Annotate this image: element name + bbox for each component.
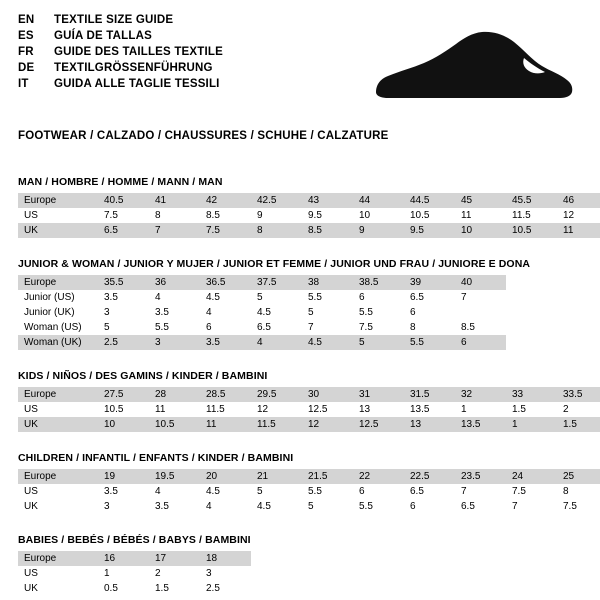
size-cell: 6 xyxy=(404,499,455,514)
size-cell: 12 xyxy=(251,402,302,417)
size-cell: 6 xyxy=(404,305,455,320)
size-cell: 6 xyxy=(353,290,404,305)
size-cell: 40.5 xyxy=(98,193,149,208)
category-line: FOOTWEAR / CALZADO / CHAUSSURES / SCHUHE / CALZATURE xyxy=(18,130,389,142)
size-cell: 0.5 xyxy=(98,581,149,596)
size-table xyxy=(18,387,600,432)
row-label: Woman (UK) xyxy=(18,335,98,350)
size-cell: 5 xyxy=(251,290,302,305)
row-label: US xyxy=(18,208,98,223)
row-label: UK xyxy=(18,499,98,514)
row-label: Europe xyxy=(18,469,98,484)
size-table xyxy=(18,551,251,596)
size-cell: 7 xyxy=(149,223,200,238)
size-cell: 25 xyxy=(557,469,600,484)
size-cell: 16 xyxy=(98,551,149,566)
language-title: TEXTILGRÖSSENFÜHRUNG xyxy=(54,62,213,74)
size-cell: 6 xyxy=(353,484,404,499)
size-cell: 2 xyxy=(149,566,200,581)
size-cell: 10.5 xyxy=(98,402,149,417)
size-cell: 5 xyxy=(302,499,353,514)
size-cell: 6.5 xyxy=(251,320,302,335)
size-cell: 24 xyxy=(506,469,557,484)
size-cell: 41 xyxy=(149,193,200,208)
size-cell: 8 xyxy=(251,223,302,238)
language-code: FR xyxy=(18,46,34,58)
size-cell: 6 xyxy=(455,335,506,350)
size-cell: 6 xyxy=(200,320,251,335)
row-label: Europe xyxy=(18,275,98,290)
size-cell: 13 xyxy=(353,402,404,417)
table-row xyxy=(18,469,600,484)
language-title: TEXTILE SIZE GUIDE xyxy=(54,14,174,26)
table-row xyxy=(18,402,600,417)
size-cell: 6.5 xyxy=(455,499,506,514)
language-row xyxy=(18,30,223,46)
size-cell: 33.5 xyxy=(557,387,600,402)
row-label: Europe xyxy=(18,551,98,566)
size-section xyxy=(18,370,582,432)
size-cell: 46 xyxy=(557,193,600,208)
size-section-title: KIDS / NIÑOS / DES GAMINS / KINDER / BAMBINI xyxy=(18,370,268,382)
size-cell: 4 xyxy=(200,499,251,514)
size-cell: 5.5 xyxy=(302,290,353,305)
size-cell: 36 xyxy=(149,275,200,290)
size-cell: 44.5 xyxy=(404,193,455,208)
size-cell: 7.5 xyxy=(200,223,251,238)
size-cell: 3 xyxy=(98,305,149,320)
size-cell: 10.5 xyxy=(149,417,200,432)
size-cell: 19.5 xyxy=(149,469,200,484)
size-cell: 27.5 xyxy=(98,387,149,402)
row-label: Woman (US) xyxy=(18,320,98,335)
language-row xyxy=(18,46,223,62)
language-row xyxy=(18,62,223,78)
table-row xyxy=(18,223,600,238)
table-row xyxy=(18,387,600,402)
row-label: Junior (US) xyxy=(18,290,98,305)
size-cell: 5 xyxy=(353,335,404,350)
size-cell: 22.5 xyxy=(404,469,455,484)
size-cell: 6.5 xyxy=(404,290,455,305)
language-row xyxy=(18,14,223,30)
size-cell: 1 xyxy=(98,566,149,581)
language-code: EN xyxy=(18,14,35,26)
size-cell: 7.5 xyxy=(98,208,149,223)
table-row xyxy=(18,305,506,320)
size-cell: 10 xyxy=(98,417,149,432)
size-cell: 7.5 xyxy=(353,320,404,335)
size-cell: 39 xyxy=(404,275,455,290)
size-cell: 19 xyxy=(98,469,149,484)
size-cell: 1 xyxy=(455,402,506,417)
size-cell: 12.5 xyxy=(353,417,404,432)
size-cell: 45 xyxy=(455,193,506,208)
size-cell: 5.5 xyxy=(353,499,404,514)
size-cell: 5.5 xyxy=(149,320,200,335)
size-section xyxy=(18,452,582,514)
size-cell: 10.5 xyxy=(404,208,455,223)
table-row xyxy=(18,208,600,223)
language-title: GUIDE DES TAILLES TEXTILE xyxy=(54,46,223,58)
size-cell: 35.5 xyxy=(98,275,149,290)
table-row xyxy=(18,275,506,290)
size-cell: 1 xyxy=(506,417,557,432)
table-row xyxy=(18,551,251,566)
size-section-title: JUNIOR & WOMAN / JUNIOR Y MUJER / JUNIOR ET FEMME / JUNIOR UND FRAU / JUNIORE E DONA xyxy=(18,258,531,270)
size-cell: 10.5 xyxy=(506,223,557,238)
size-cell: 7 xyxy=(506,499,557,514)
size-cell: 30 xyxy=(302,387,353,402)
size-cell: 31 xyxy=(353,387,404,402)
size-cell: 44 xyxy=(353,193,404,208)
table-row xyxy=(18,499,600,514)
row-label: Europe xyxy=(18,387,98,402)
size-cell: 4.5 xyxy=(302,335,353,350)
size-cell: 13 xyxy=(404,417,455,432)
size-cell: 7 xyxy=(455,484,506,499)
size-cell: 6.5 xyxy=(404,484,455,499)
size-cell: 4 xyxy=(149,484,200,499)
row-label: UK xyxy=(18,581,98,596)
size-cell: 9 xyxy=(251,208,302,223)
size-cell: 11.5 xyxy=(251,417,302,432)
language-code: IT xyxy=(18,78,29,90)
size-cell: 2.5 xyxy=(200,581,251,596)
size-cell: 7.5 xyxy=(506,484,557,499)
size-table xyxy=(18,275,506,350)
table-row xyxy=(18,335,506,350)
size-cell: 28 xyxy=(149,387,200,402)
size-cell: 21 xyxy=(251,469,302,484)
size-cell: 11 xyxy=(455,208,506,223)
size-cell: 6.5 xyxy=(98,223,149,238)
size-cell: 4.5 xyxy=(251,305,302,320)
size-cell: 28.5 xyxy=(200,387,251,402)
size-sections xyxy=(18,176,582,596)
row-label: US xyxy=(18,484,98,499)
size-cell: 4 xyxy=(200,305,251,320)
size-cell: 37.5 xyxy=(251,275,302,290)
size-cell: 3.5 xyxy=(98,484,149,499)
size-cell: 9 xyxy=(353,223,404,238)
language-row xyxy=(18,78,223,94)
size-cell: 4.5 xyxy=(200,484,251,499)
size-cell: 43 xyxy=(302,193,353,208)
size-cell: 12.5 xyxy=(302,402,353,417)
table-row xyxy=(18,290,506,305)
size-cell: 5.5 xyxy=(353,305,404,320)
size-cell: 3 xyxy=(200,566,251,581)
size-cell: 12 xyxy=(302,417,353,432)
size-section-title: CHILDREN / INFANTIL / ENFANTS / KINDER / BAMBINI xyxy=(18,452,294,464)
size-cell: 29.5 xyxy=(251,387,302,402)
size-cell: 20 xyxy=(200,469,251,484)
size-cell: 5.5 xyxy=(302,484,353,499)
size-cell xyxy=(455,305,506,320)
row-label: Junior (UK) xyxy=(18,305,98,320)
size-cell: 32 xyxy=(455,387,506,402)
size-cell: 31.5 xyxy=(404,387,455,402)
size-cell: 11 xyxy=(200,417,251,432)
table-row xyxy=(18,193,600,208)
size-cell: 4.5 xyxy=(251,499,302,514)
size-cell: 36.5 xyxy=(200,275,251,290)
size-cell: 5 xyxy=(98,320,149,335)
size-cell: 4 xyxy=(251,335,302,350)
size-cell: 2 xyxy=(557,402,600,417)
size-cell: 10 xyxy=(455,223,506,238)
table-row xyxy=(18,581,251,596)
size-section-title: MAN / HOMBRE / HOMME / MANN / MAN xyxy=(18,176,223,188)
size-cell: 9.5 xyxy=(302,208,353,223)
size-cell: 7 xyxy=(302,320,353,335)
table-row xyxy=(18,320,506,335)
size-cell: 42.5 xyxy=(251,193,302,208)
size-cell: 11.5 xyxy=(506,208,557,223)
size-cell: 8 xyxy=(557,484,600,499)
size-cell: 10 xyxy=(353,208,404,223)
size-cell: 3.5 xyxy=(149,499,200,514)
dress-shoe-icon xyxy=(374,30,574,104)
size-cell: 4 xyxy=(149,290,200,305)
document-header xyxy=(18,14,582,114)
size-cell: 13.5 xyxy=(404,402,455,417)
size-section xyxy=(18,176,582,238)
size-cell: 13.5 xyxy=(455,417,506,432)
language-title-body xyxy=(18,14,223,94)
size-cell: 23.5 xyxy=(455,469,506,484)
size-cell: 22 xyxy=(353,469,404,484)
size-cell: 33 xyxy=(506,387,557,402)
size-cell: 12 xyxy=(557,208,600,223)
size-cell: 2.5 xyxy=(98,335,149,350)
size-cell: 3 xyxy=(149,335,200,350)
size-cell: 5 xyxy=(251,484,302,499)
size-cell: 11 xyxy=(557,223,600,238)
size-cell: 45.5 xyxy=(506,193,557,208)
size-cell: 18 xyxy=(200,551,251,566)
size-cell: 5.5 xyxy=(404,335,455,350)
language-title: GUIDA ALLE TAGLIE TESSILI xyxy=(54,78,220,90)
size-cell: 21.5 xyxy=(302,469,353,484)
size-cell: 42 xyxy=(200,193,251,208)
row-label: UK xyxy=(18,223,98,238)
table-row xyxy=(18,484,600,499)
size-cell: 38.5 xyxy=(353,275,404,290)
table-row xyxy=(18,417,600,432)
size-cell: 3.5 xyxy=(98,290,149,305)
size-table xyxy=(18,469,600,514)
size-cell: 8 xyxy=(149,208,200,223)
size-cell: 17 xyxy=(149,551,200,566)
size-cell: 4.5 xyxy=(200,290,251,305)
size-cell: 3.5 xyxy=(149,305,200,320)
size-cell: 8.5 xyxy=(302,223,353,238)
size-cell: 3.5 xyxy=(200,335,251,350)
size-cell: 1.5 xyxy=(149,581,200,596)
size-cell: 5 xyxy=(302,305,353,320)
row-label: Europe xyxy=(18,193,98,208)
language-title: GUÍA DE TALLAS xyxy=(54,30,152,42)
language-title-list xyxy=(18,14,223,94)
size-cell: 11 xyxy=(149,402,200,417)
size-cell: 9.5 xyxy=(404,223,455,238)
language-code: ES xyxy=(18,30,34,42)
size-cell: 7 xyxy=(455,290,506,305)
size-section xyxy=(18,534,582,596)
size-cell: 8.5 xyxy=(455,320,506,335)
size-cell: 40 xyxy=(455,275,506,290)
row-label: US xyxy=(18,566,98,581)
size-table xyxy=(18,193,600,238)
size-cell: 38 xyxy=(302,275,353,290)
size-section xyxy=(18,258,582,350)
size-cell: 11.5 xyxy=(200,402,251,417)
size-cell: 1.5 xyxy=(557,417,600,432)
row-label: US xyxy=(18,402,98,417)
size-cell: 1.5 xyxy=(506,402,557,417)
size-cell: 8 xyxy=(404,320,455,335)
size-cell: 7.5 xyxy=(557,499,600,514)
size-cell: 8.5 xyxy=(200,208,251,223)
table-row xyxy=(18,566,251,581)
row-label: UK xyxy=(18,417,98,432)
size-cell: 3 xyxy=(98,499,149,514)
language-code: DE xyxy=(18,62,35,74)
size-section-title: BABIES / BEBÉS / BÉBÉS / BABYS / BAMBINI xyxy=(18,534,251,546)
